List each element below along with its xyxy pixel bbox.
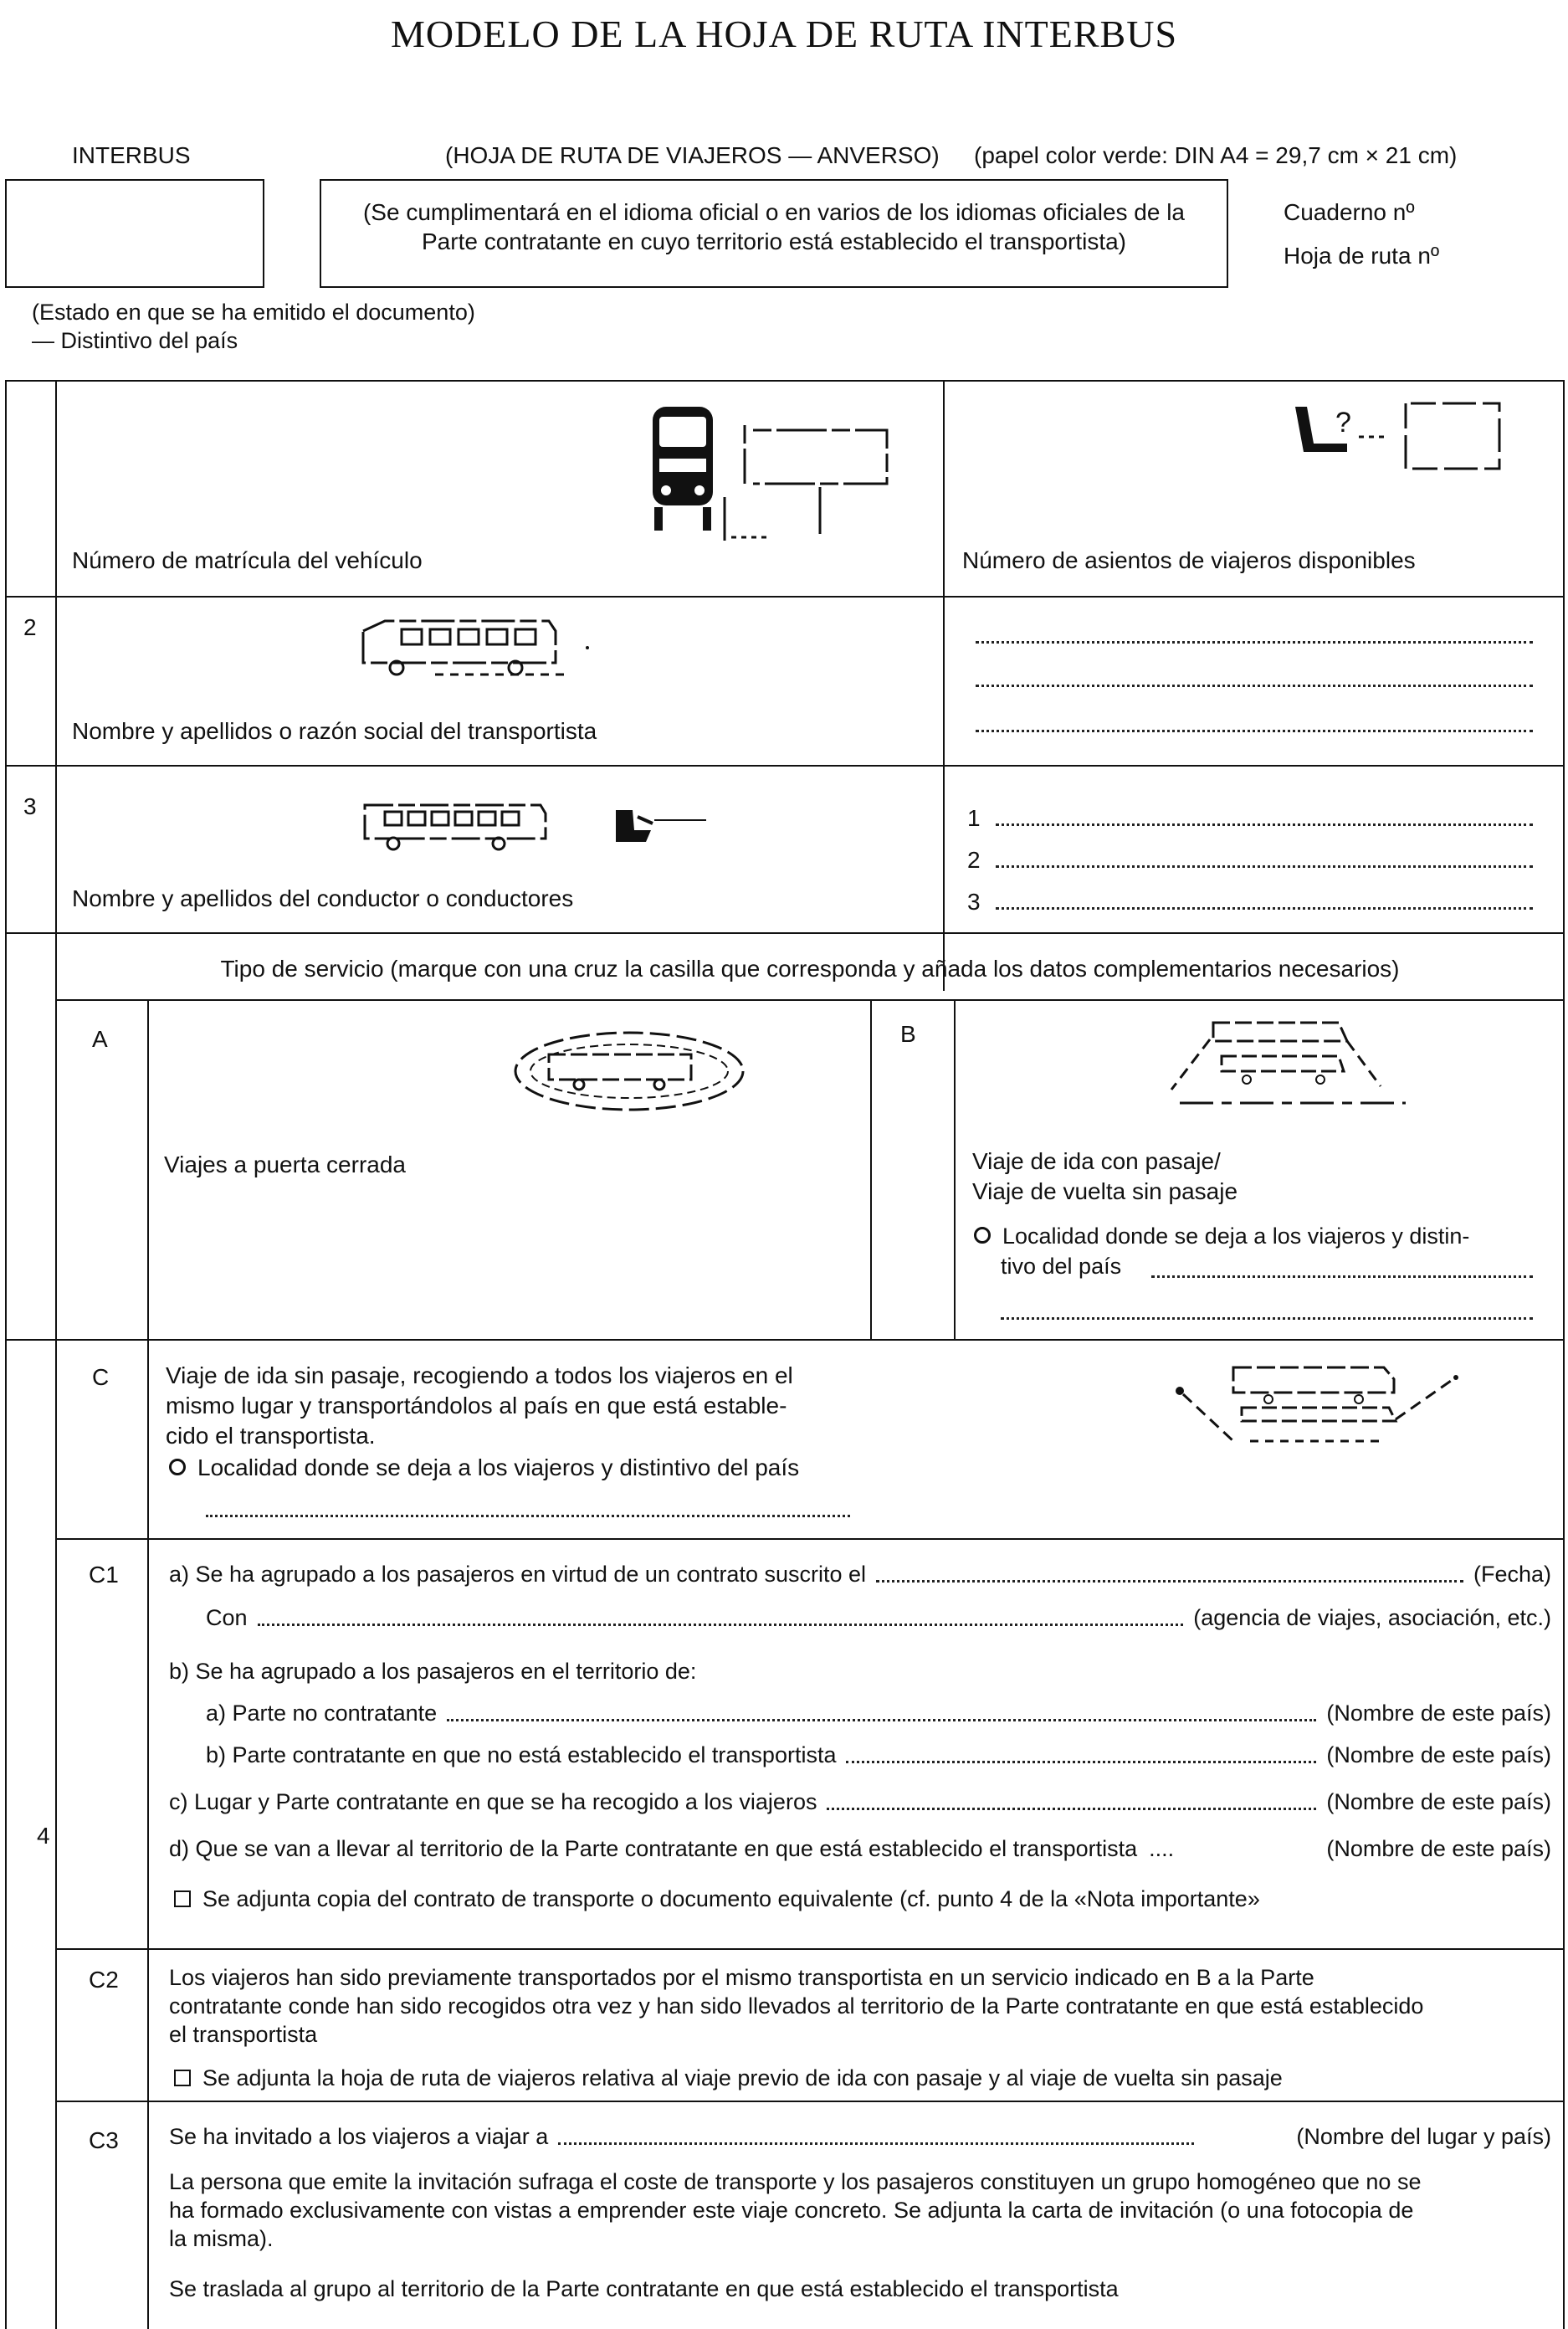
service-b-label-1: Viaje de ida con pasaje/	[972, 1148, 1221, 1174]
service-b-locality-1: Localidad donde se deja a los viajeros y distin-	[974, 1222, 1469, 1251]
paper-note: (papel color verde: DIN A4 = 29,7 cm × 21 cm)	[974, 142, 1458, 168]
section-2-number: 2	[23, 614, 37, 640]
bus-front-icon	[644, 400, 895, 551]
c2-text-1: Los viajeros han sido previamente transportados por el mismo transportista en un servicio indicado en B a la Parte	[169, 1965, 1314, 1990]
c1-d-row: d) Que se van a llevar al territorio de la Parte contratante en que está establecido el transportista .... (Nombre de este país)	[169, 1834, 1551, 1864]
service-c-locality: Localidad donde se deja a los viajeros y distintivo del país	[169, 1453, 799, 1483]
c3-para-3: la misma).	[169, 2226, 274, 2251]
section-4-number: 4	[37, 1823, 50, 1849]
cuaderno-label: Cuaderno nº	[1284, 199, 1415, 225]
seat-icon	[1289, 398, 1523, 482]
seat-icon-glyph: ?	[1335, 407, 1351, 439]
service-b-locality-field-1[interactable]	[1151, 1275, 1533, 1278]
org-label: INTERBUS	[72, 142, 191, 168]
outbound-return-icon	[1163, 1016, 1422, 1125]
c1-b-header: b) Se ha agrupado a los pasajeros en el territorio de:	[169, 1659, 697, 1684]
language-note: (Se cumplimentará en el idioma oficial o en varios de los idiomas oficiales de la Parte contratante en cuyo territorio está establecido el transportista)	[362, 199, 1186, 254]
driver-name-label: Nombre y apellidos del conductor o conductores	[72, 885, 574, 911]
driver-line-2-number: 2	[967, 847, 981, 873]
service-b-locality-2: tivo del país	[1001, 1254, 1122, 1279]
page-title: MODELO DE LA HOJA DE RUTA INTERBUS	[390, 13, 1178, 55]
bus-side-icon	[351, 616, 602, 691]
closed-door-tour-icon	[510, 1024, 753, 1116]
driver-line-2[interactable]	[996, 865, 1533, 868]
sheet-subtitle: (HOJA DE RUTA DE VIAJEROS — ANVERSO)	[445, 142, 940, 168]
service-a-label: Viajes a puerta cerrada	[164, 1152, 406, 1177]
carrier-name-line-3[interactable]	[976, 730, 1533, 732]
service-b-label-2: Viaje de vuelta sin pasaje	[972, 1178, 1238, 1204]
c3-para-2: ha formado exclusivamente con vistas a emprender este viaje concreto. Se adjunta la carta de invitación (o una fotocopia de	[169, 2198, 1414, 2223]
c1-contract-date-field[interactable]	[876, 1580, 1463, 1583]
state-note: (Estado en que se ha emitido el documento)	[32, 300, 475, 325]
driver-line-3-number: 3	[967, 889, 981, 915]
c1-code: C1	[89, 1562, 119, 1588]
vehicle-plate-label: Número de matrícula del vehículo	[72, 547, 423, 573]
c1-con-field[interactable]	[258, 1624, 1184, 1626]
c3-para-1: La persona que emite la invitación sufraga el coste de transporte y los pasajeros constituyen un grupo homogéneo que no se	[169, 2169, 1422, 2194]
service-b-letter: B	[900, 1021, 916, 1047]
c2-text-2: contratante conde han sido recogidos otra vez y han sido llevados al territorio de la Parte contratante en que está establecido	[169, 1993, 1424, 2019]
c1-attach-checkbox[interactable]	[174, 1890, 191, 1907]
service-c-text-2: mismo lugar y transportándolos al país en que está estable-	[166, 1393, 787, 1418]
service-c-letter: C	[92, 1364, 110, 1390]
hoja-label: Hoja de ruta nº	[1284, 243, 1440, 269]
bullet-icon	[169, 1459, 186, 1475]
country-box[interactable]	[5, 179, 264, 288]
c1-b-a-field[interactable]	[447, 1719, 1316, 1721]
country-mark-note: — Distintivo del país	[32, 328, 238, 353]
seats-label: Número de asientos de viajeros disponibles	[962, 547, 1416, 573]
c3-transfer: Se traslada al grupo al territorio de la Parte contratante en que está establecido el transportista	[169, 2276, 1119, 2301]
bullet-icon	[974, 1227, 991, 1244]
bus-side-driver-icon	[356, 795, 725, 862]
c1-c-row: c) Lugar y Parte contratante en que se ha recogido a los viajeros (Nombre de este país)	[169, 1789, 1551, 1814]
c1-b-a-row: a) Parte no contratante (Nombre de este país)	[206, 1701, 1551, 1726]
c1-b-b-field[interactable]	[846, 1761, 1316, 1763]
language-note-box	[320, 179, 1228, 288]
c3-invite-row: Se ha invitado a los viajeros a viajar a (Nombre del lugar y país)	[169, 2124, 1551, 2149]
service-type-header: Tipo de servicio (marque con una cruz la casilla que corresponda y añada los datos complementarios necesarios)	[220, 956, 1400, 982]
section-3-number: 3	[23, 793, 37, 819]
c3-invite-field[interactable]	[558, 2142, 1194, 2145]
service-c-text-3: cido el transportista.	[166, 1423, 376, 1449]
c2-code: C2	[89, 1967, 119, 1993]
service-c-locality-field[interactable]	[206, 1515, 850, 1517]
service-b-locality-field-2[interactable]	[1001, 1317, 1533, 1320]
carrier-name-line-1[interactable]	[976, 641, 1533, 644]
c3-code: C3	[89, 2127, 119, 2153]
driver-line-1-number: 1	[967, 805, 981, 831]
service-c-text-1: Viaje de ida sin pasaje, recogiendo a todos los viajeros en el	[166, 1362, 793, 1388]
c1-attach-row: Se adjunta copia del contrato de transporte o documento equivalente (cf. punto 4 de la «Nota importante»	[174, 1885, 1260, 1914]
c1-b-b-row: b) Parte contratante en que no está establecido el transportista (Nombre de este país)	[206, 1742, 1551, 1767]
carrier-name-label: Nombre y apellidos o razón social del transportista	[72, 718, 597, 744]
outbound-empty-icon	[1175, 1361, 1476, 1461]
c2-attach-row: Se adjunta la hoja de ruta de viajeros relativa al viaje previo de ida con pasaje y al viaje de vuelta sin pasaje	[174, 2064, 1283, 2093]
c2-text-3: el transportista	[169, 2022, 318, 2047]
c1-contract-row: a) Se ha agrupado a los pasajeros en virtud de un contrato suscrito el (Fecha)	[169, 1562, 1551, 1587]
service-a-letter: A	[92, 1026, 108, 1052]
c1-c-field[interactable]	[827, 1808, 1316, 1810]
c2-attach-checkbox[interactable]	[174, 2070, 191, 2086]
carrier-name-line-2[interactable]	[976, 685, 1533, 687]
driver-line-3[interactable]	[996, 907, 1533, 910]
driver-line-1[interactable]	[996, 823, 1533, 826]
c1-con-row: Con (agencia de viajes, asociación, etc.)	[206, 1605, 1551, 1630]
c1-d-field[interactable]: ....	[1149, 1836, 1175, 1861]
